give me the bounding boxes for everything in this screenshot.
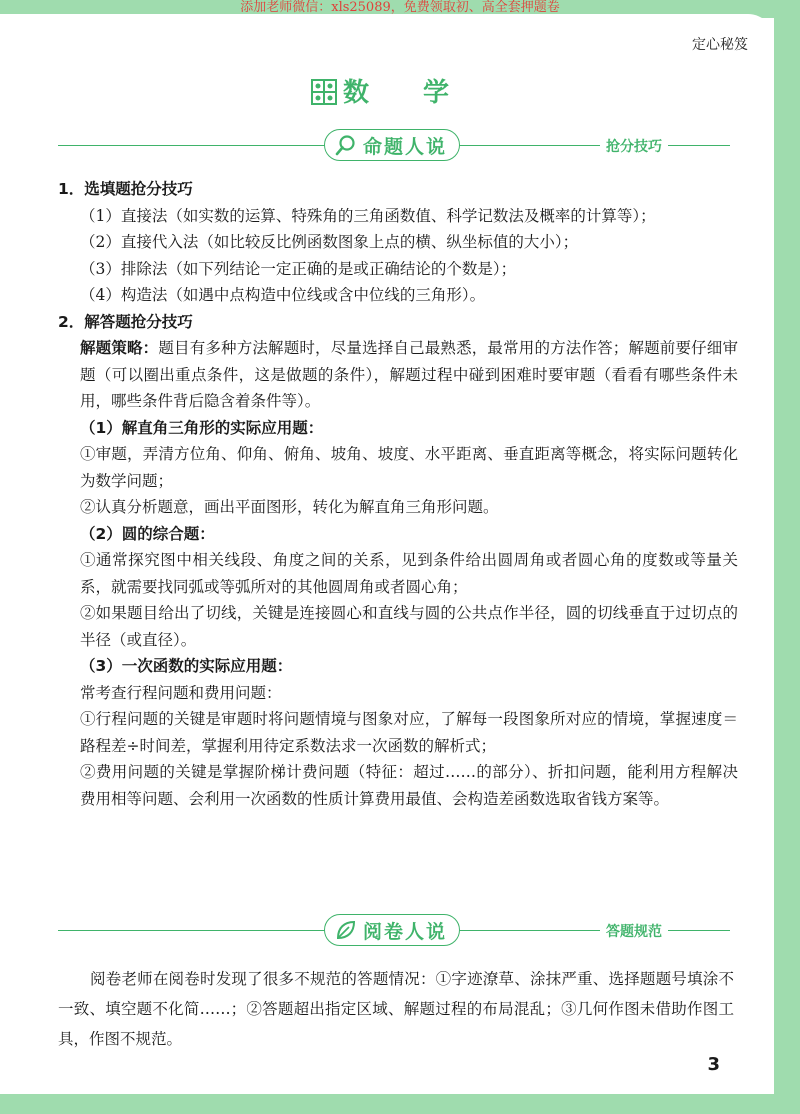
section-pill-2-label: 阅卷人说 — [363, 920, 448, 943]
right-frame-band — [774, 0, 800, 1114]
item1-line-2: （2）直接代入法（如比较反比例函数图象上点的横、纵坐标值的大小）； — [80, 233, 579, 251]
page-number: 3 — [707, 1054, 720, 1075]
sub3-paragraph-2: ②费用问题的关键是掌握阶梯计费问题（特征：超过……的部分）、折扣问题，能利用方程解决费用相等问题、会利用一次函数的性质计算费用最值、会构造差函数选取省钱方案等。 — [80, 763, 738, 808]
subject-title: 数 学 — [342, 78, 463, 108]
header-label: 定心秘笈 — [692, 37, 748, 53]
magnifier-icon — [335, 134, 357, 156]
sub3-paragraph-1: ①行程问题的关键是审题时将问题情境与图象对应，了解每一段图象所对应的情境，掌握速度＝路程差÷时间差，掌握利用待定系数法求一次函数的解析式； — [80, 710, 738, 755]
item1-line-3: （3）排除法（如下列结论一定正确的是或正确结论的个数是）； — [80, 259, 517, 278]
strategy-paragraph — [58, 335, 738, 415]
sub1-paragraph-2: ②认真分析题意，画出平面图形，转化为解直角三角形问题。 — [80, 498, 499, 516]
sub2-title: （2）圆的综合题： — [80, 524, 215, 543]
sub1-paragraph-1: ①审题，弄清方位角、仰角、俯角、坡角、坡度、水平距离、垂直距离等概念，将实际问题转化为数学问题； — [80, 445, 738, 490]
sub2-paragraph-2: ②如果题目给出了切线，关键是连接圆心和直线与圆的公共点作半径，圆的切线垂直于过切点的半径（或直径）。 — [80, 604, 738, 649]
strategy-text: 题目有多种方法解题时，尽量选择自己最熟悉，最常用的方法作答；解题前要仔细审题（可以圈出重点条件，这是做题的条件），解题过程中碰到困难时要审题（看看有哪些条件未用，哪些条件背后隐含着条件等）。 — [80, 339, 738, 410]
sub3-intro: 常考查行程问题和费用问题： — [80, 683, 282, 702]
item1-line-4: （4）构造法（如遇中点构造中位线或含中位线的三角形）。 — [80, 286, 486, 304]
section-pill-2 — [324, 914, 460, 946]
sub2-paragraph-1: ①通常探究图中相关线段、角度之间的关系，见到条件给出圆周角或者圆心角的度数或等量关系，就需要找同弧或等弧所对的其他圆周角或者圆心角； — [80, 551, 738, 596]
sub3-title: （3）一次函数的实际应用题： — [80, 657, 293, 675]
strategy-label: 解题策略： — [80, 339, 159, 357]
watermark-text: 添加老师微信：xls25089，免费领取初、高全套押题卷 — [240, 0, 560, 15]
leaf-icon — [335, 919, 357, 941]
section-pill-1 — [324, 129, 460, 161]
item1-title: 1．选填题抢分技巧 — [58, 180, 193, 198]
bottom-frame-band — [0, 1094, 800, 1114]
section-tag-1: 抢分技巧 — [600, 136, 668, 156]
main-content — [58, 176, 738, 812]
review-paragraph: 阅卷老师在阅卷时发现了很多不规范的答题情况：①字迹潦草、涂抹严重、选择题题号填涂不一致、填空题不化简……；②答题超出指定区域、解题过程的布局混乱；③几何作图未借助作图工具，作图不规范。 — [58, 970, 734, 1048]
section-pill-1-label: 命题人说 — [363, 135, 448, 158]
item1-line-1: （1）直接法（如实数的运算、特殊角的三角函数值、科学记数法及概率的计算等）； — [80, 206, 656, 225]
abacus-icon — [311, 79, 337, 105]
section-tag-2: 答题规范 — [600, 921, 668, 941]
sub1-title: （1）解直角三角形的实际应用题： — [80, 418, 324, 437]
item2-title: 2．解答题抢分技巧 — [58, 312, 193, 331]
subject-title-row — [0, 72, 774, 109]
